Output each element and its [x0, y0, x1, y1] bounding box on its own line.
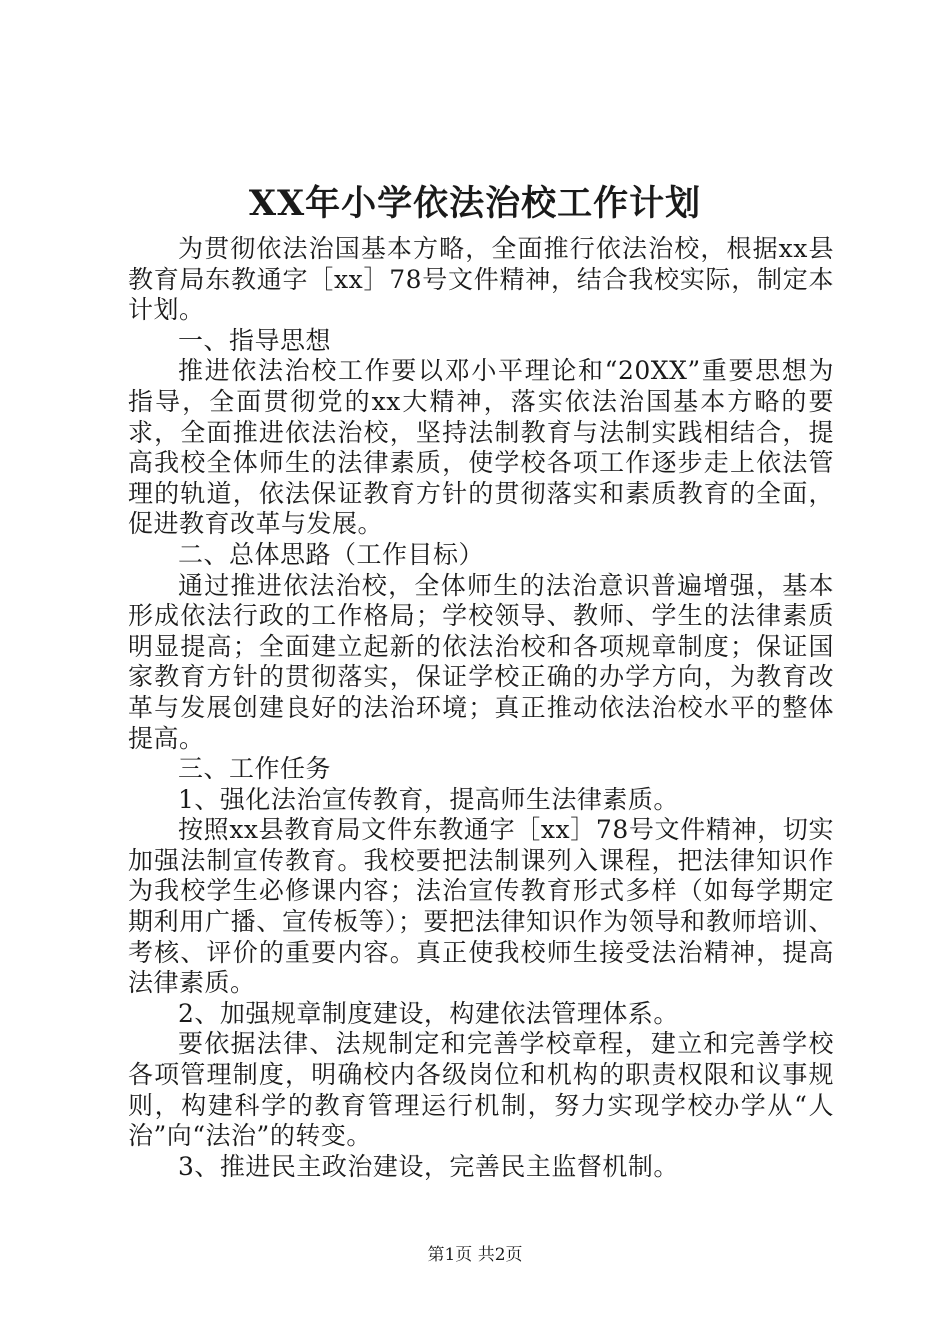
page-number-footer: 第1页 共2页 — [427, 1245, 523, 1265]
task-heading: 3、推进民主政治建设，完善民主监督机制。 — [178, 1151, 679, 1181]
task-heading: 2、加强规章制度建设，构建依法管理体系。 — [178, 998, 679, 1028]
task-heading: 1、强化法治宣传教育，提高师生法律素质。 — [178, 784, 679, 814]
section-heading-overall-approach: 二、总体思路（工作目标） — [178, 539, 485, 569]
intro-paragraph: 为贯彻依法治国基本方略，全面推行依法治校，根据xx县教育局东教通字［xx］78号文件精神，结合我校实际，制定本计划。 — [128, 234, 834, 325]
document-body — [128, 234, 834, 1182]
body-paragraph: 要依据法律、法规制定和完善学校章程，建立和完善学校各项管理制度，明确校内各级岗位和机构的职责权限和议事规则，构建科学的教育管理运行机制，努力实现学校办学从“人治”向“法治”的转变。 — [128, 1029, 834, 1151]
section-heading-work-tasks: 三、工作任务 — [178, 754, 332, 784]
body-paragraph: 按照xx县教育局文件东教通字［xx］78号文件精神，切实加强法制宣传教育。我校要把法制课列入课程，把法律知识作为我校学生必修课内容；法治宣传教育形式多样（如每学期定期利用广播、宣传板等）；要把法律知识作为领导和教师培训、考核、评价的重要内容。真正使我校师生接受法治精神，提高法律素质。 — [128, 815, 834, 998]
section-heading-guiding-thought: 一、指导思想 — [178, 325, 332, 355]
document-title: XX年小学依法治校工作计划 — [248, 183, 702, 224]
body-paragraph: 通过推进依法治校，全体师生的法治意识普遍增强，基本形成依法行政的工作格局；学校领导、教师、学生的法律素质明显提高；全面建立起新的依法治校和各项规章制度；保证国家教育方针的贯彻落实，保证学校正确的办学方向，为教育改革与发展创建良好的法治环境；真正推动依法治校水平的整体提高。 — [128, 570, 834, 753]
body-paragraph: 推进依法治校工作要以邓小平理论和“20XX”重要思想为指导，全面贯彻党的xx大精神，落实依法治国基本方略的要求，全面推进依法治校，坚持法制教育与法制实践相结合，提高我校全体师生的法律素质，使学校各项工作逐步走上依法管理的轨道，依法保证教育方针的贯彻落实和素质教育的全面，促进教育改革与发展。 — [128, 356, 834, 539]
